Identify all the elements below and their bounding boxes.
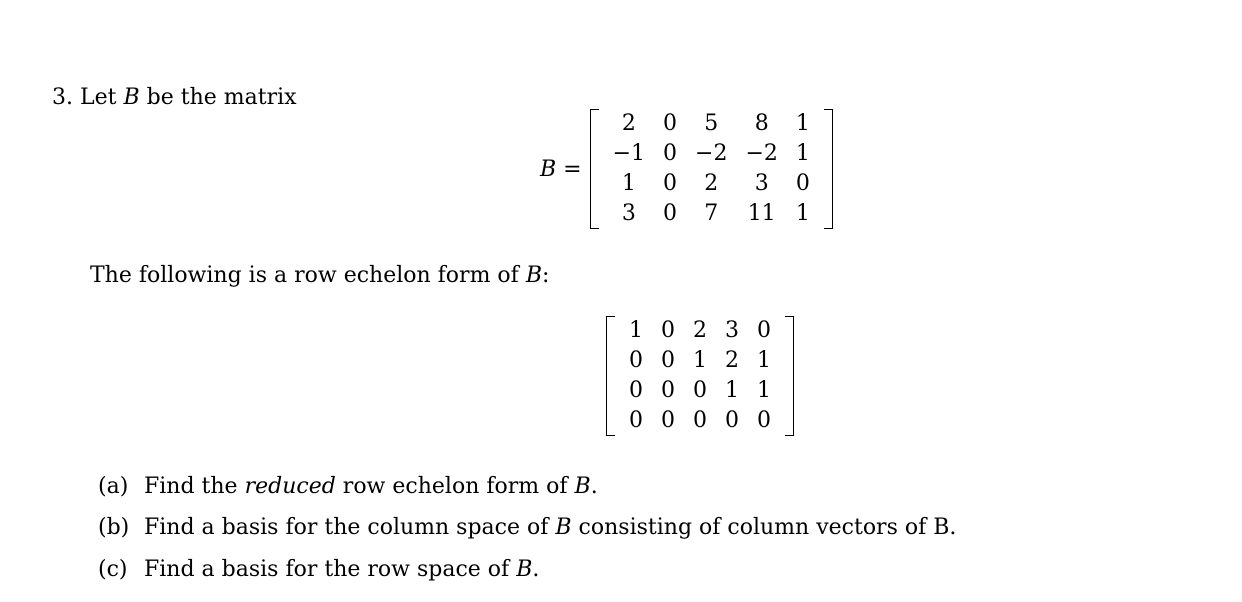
echelon-matrix-cell: 1 xyxy=(757,348,771,373)
echelon-matrix-cell: 0 xyxy=(661,318,675,343)
part-b xyxy=(98,516,956,540)
echelon-matrix-cell: 3 xyxy=(725,318,739,343)
matrix-b-table xyxy=(604,109,819,229)
matrix-b-cell: 0 xyxy=(795,171,810,196)
part-b-end: consisting of column vectors of B. xyxy=(571,515,957,540)
echelon-matrix-cell: 0 xyxy=(693,408,707,433)
part-a-pre: Find the xyxy=(144,474,238,499)
intro-var: B xyxy=(123,85,140,110)
matrix-b-cell: 8 xyxy=(754,111,769,136)
part-b-pre: Find a basis for the column space of xyxy=(144,515,549,540)
echelon-matrix-cell: 0 xyxy=(629,408,643,433)
matrix-b-cell: 1 xyxy=(621,171,636,196)
matrix-b-row xyxy=(604,139,819,169)
part-a-end: . xyxy=(590,474,598,499)
matrix-b-cell: 3 xyxy=(754,171,769,196)
matrix-b-cell: 11 xyxy=(747,201,776,226)
part-a-label: (a) xyxy=(98,474,129,499)
echelon-matrix-cell: 0 xyxy=(629,348,643,373)
echelon-left-bracket xyxy=(606,316,615,436)
part-a-post: row echelon form of xyxy=(342,474,568,499)
matrix-b-cell: 1 xyxy=(795,141,810,166)
echelon-matrix-cell: 1 xyxy=(629,318,643,343)
matrix-b xyxy=(590,109,833,229)
echelon-matrix-cell: 0 xyxy=(661,348,675,373)
echelon-matrix-cell: 2 xyxy=(693,318,707,343)
matrix-b-equation xyxy=(540,109,833,229)
echelon-right-bracket xyxy=(785,316,794,436)
matrix-b-cell: −2 xyxy=(745,141,778,166)
echelon-matrix-row xyxy=(620,406,780,436)
matrix-b-cell: 2 xyxy=(621,111,636,136)
echelon-matrix-wrap xyxy=(606,316,794,436)
matrix-b-cell: −1 xyxy=(612,141,646,166)
matrix-b-cell: 0 xyxy=(663,171,678,196)
matrix-b-cell: 5 xyxy=(704,111,719,136)
intro-prefix: Let xyxy=(80,85,117,110)
echelon-matrix-cell: 0 xyxy=(757,318,771,343)
part-c-label: (c) xyxy=(98,557,128,582)
matrix-b-cell: 7 xyxy=(704,201,719,226)
echelon-intro xyxy=(90,264,549,288)
echelon-matrix-row xyxy=(620,316,780,346)
problem-intro xyxy=(52,86,297,110)
problem-number: 3. xyxy=(52,85,73,110)
echelon-matrix-cell: 0 xyxy=(725,408,739,433)
echelon-matrix-table xyxy=(620,316,780,436)
matrix-b-row xyxy=(604,199,819,229)
intro-suffix: be the matrix xyxy=(146,85,297,110)
matrix-b-cell: 0 xyxy=(663,201,678,226)
part-a-emph: reduced xyxy=(244,474,336,499)
matrix-b-label: B = xyxy=(540,156,582,182)
echelon-intro-suffix: : xyxy=(541,263,550,288)
echelon-matrix-cell: 0 xyxy=(661,378,675,403)
matrix-b-cell: 3 xyxy=(621,201,636,226)
echelon-matrix xyxy=(606,316,794,436)
part-c xyxy=(98,558,539,582)
echelon-matrix-cell: 0 xyxy=(693,378,707,403)
echelon-matrix-cell: 1 xyxy=(725,378,739,403)
echelon-matrix-row xyxy=(620,376,780,406)
echelon-matrix-row xyxy=(620,346,780,376)
matrix-b-cell: 2 xyxy=(704,171,719,196)
echelon-matrix-cell: 0 xyxy=(661,408,675,433)
matrix-b-cell: 1 xyxy=(795,201,810,226)
part-a-var: B xyxy=(574,474,591,499)
echelon-matrix-cell: 2 xyxy=(725,348,739,373)
part-c-var: B xyxy=(516,557,533,582)
part-c-end: . xyxy=(532,557,540,582)
matrix-b-cell: −2 xyxy=(695,141,728,166)
matrix-b-row xyxy=(604,109,819,139)
echelon-matrix-cell: 1 xyxy=(757,378,771,403)
echelon-matrix-cell: 1 xyxy=(693,348,707,373)
matrix-b-row xyxy=(604,169,819,199)
part-b-var: B xyxy=(555,515,572,540)
echelon-matrix-cell: 0 xyxy=(629,378,643,403)
part-a xyxy=(98,475,598,499)
echelon-matrix-cell: 0 xyxy=(757,408,771,433)
part-b-label: (b) xyxy=(98,515,130,540)
matrix-b-cell: 1 xyxy=(795,111,810,136)
echelon-intro-var: B xyxy=(525,263,542,288)
part-c-pre: Find a basis for the row space of xyxy=(144,557,510,582)
echelon-intro-prefix: The following is a row echelon form of xyxy=(90,263,519,288)
matrix-b-right-bracket xyxy=(824,109,833,229)
matrix-b-cell: 0 xyxy=(663,141,678,166)
matrix-b-left-bracket xyxy=(590,109,599,229)
matrix-b-cell: 0 xyxy=(663,111,678,136)
